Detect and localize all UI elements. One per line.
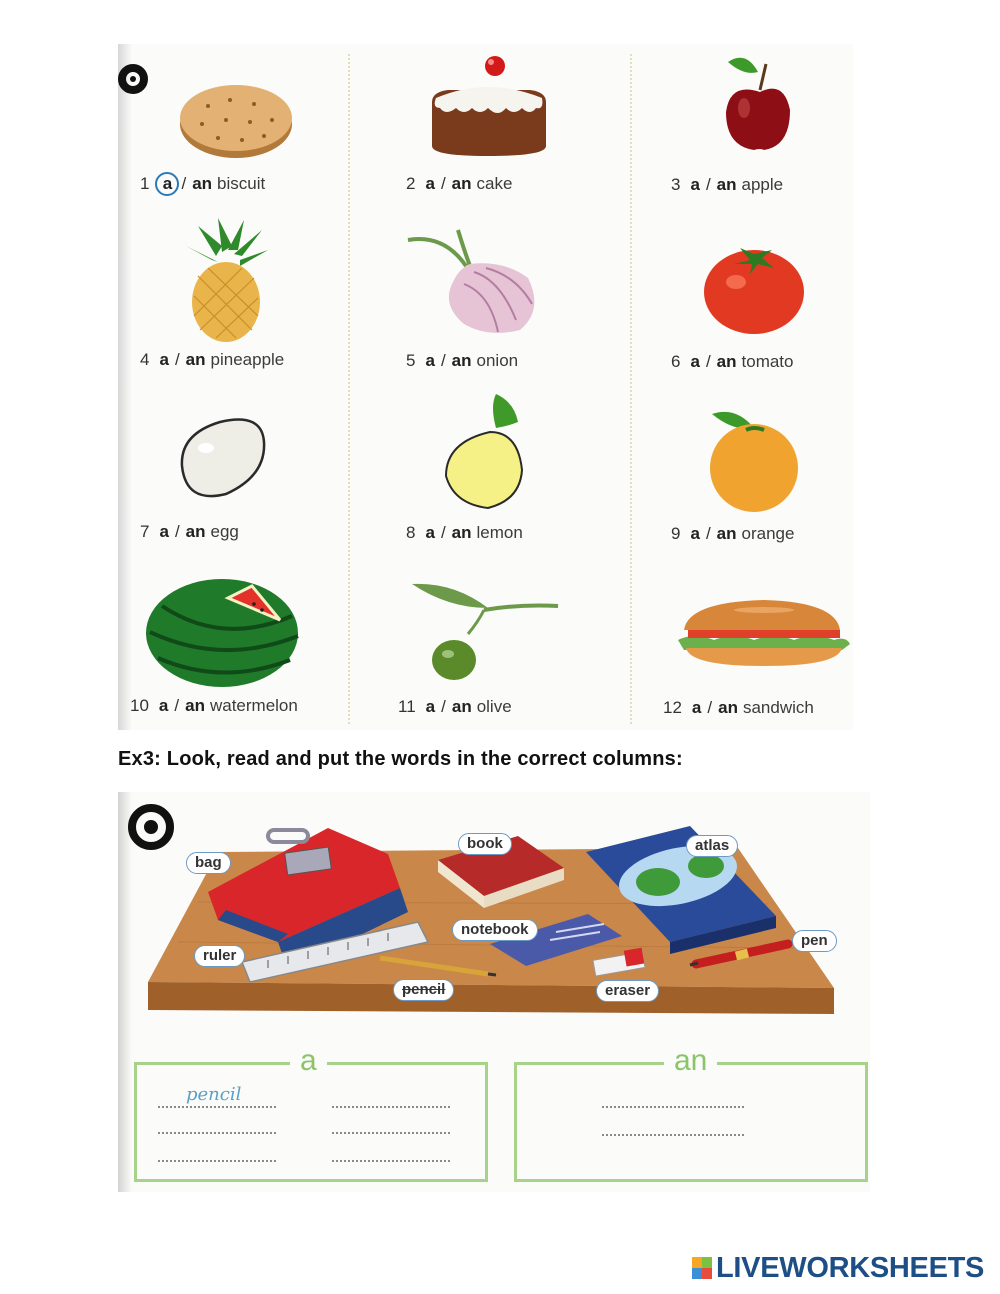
tag-pencil: pencil <box>393 979 454 1001</box>
cake-icon <box>418 52 568 162</box>
answer-line[interactable] <box>332 1106 450 1108</box>
logo-wordmark: LIVEWORKSHEETS <box>716 1251 985 1284</box>
sandwich-icon <box>674 596 853 676</box>
column-an-box <box>514 1062 868 1182</box>
watermelon-icon <box>142 576 302 691</box>
liveworksheets-logo <box>692 1253 984 1283</box>
written-answer: pencil <box>186 1084 242 1105</box>
school-desk-illustration <box>118 792 870 1032</box>
page-shadow <box>118 44 132 730</box>
item-9-label: 9 a / an orange <box>671 524 795 543</box>
column-a-header: a <box>290 1044 327 1078</box>
lemon-icon <box>438 392 538 517</box>
apple-icon <box>698 50 808 160</box>
tag-book: book <box>458 833 512 855</box>
item-7-label: 7 a / an egg <box>140 522 239 541</box>
answer-line[interactable] <box>158 1106 276 1108</box>
exercise-3-panel <box>118 792 870 1192</box>
item-8-label: 8 a / an lemon <box>406 523 523 542</box>
tag-eraser: eraser <box>596 980 659 1002</box>
item-10-label: 10 a / an watermelon <box>130 696 298 715</box>
item-6-label: 6 a / an tomato <box>671 352 794 371</box>
item-11-label: 11 a / an olive <box>398 697 512 716</box>
tag-atlas: atlas <box>686 835 738 857</box>
exercise-2-panel <box>118 44 853 730</box>
item-12-label: 12 a / an sandwich <box>663 698 814 717</box>
tag-bag: bag <box>186 852 231 874</box>
pineapple-icon <box>178 216 288 346</box>
item-5-label: 5 a / an onion <box>406 351 519 370</box>
answer-line[interactable] <box>602 1106 744 1108</box>
logo-mark-icon <box>692 1257 712 1279</box>
tomato-icon <box>700 240 810 340</box>
tag-pen: pen <box>792 930 837 952</box>
item-1-label: 1 a / an biscuit <box>140 172 265 196</box>
biscuit-icon <box>138 54 338 164</box>
tag-notebook: notebook <box>452 919 538 941</box>
answer-line[interactable] <box>332 1132 450 1134</box>
circled-answer[interactable]: a <box>155 172 179 196</box>
column-a-box <box>134 1062 488 1182</box>
olive-icon <box>408 578 568 688</box>
answer-line[interactable] <box>158 1132 276 1134</box>
item-4-label: 4 a / an pineapple <box>140 350 285 369</box>
answer-line[interactable] <box>332 1160 450 1162</box>
onion-icon <box>404 220 554 340</box>
item-3-label: 3 a / an apple <box>671 175 784 194</box>
exercise-3-heading: Ex3: Look, read and put the words in the correct columns: <box>118 748 683 770</box>
answer-line[interactable] <box>602 1134 744 1136</box>
column-an-header: an <box>664 1044 717 1078</box>
tag-ruler: ruler <box>194 945 245 967</box>
item-2-label: 2 a / an cake <box>406 174 513 193</box>
orange-icon <box>706 406 806 516</box>
answer-line[interactable] <box>158 1160 276 1162</box>
egg-icon <box>174 414 274 504</box>
